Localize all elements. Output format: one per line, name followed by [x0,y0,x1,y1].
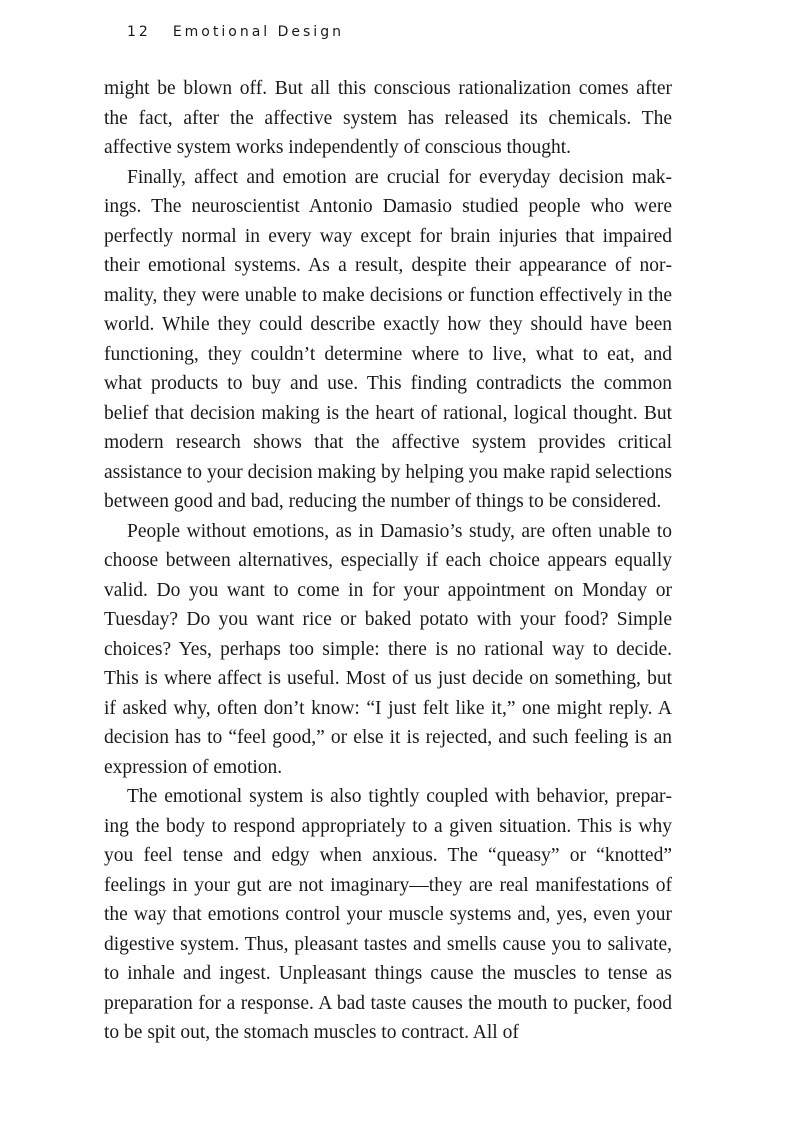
paragraph: People without emotions, as in Damasio’s study, are often unable to choose between alternatives, especially if each choice appears equally valid. Do you want to come in for your appointment on Monday or Tuesday? Do you want rice or baked potato with your food? Simple choices? Yes, perhaps too simple: there is no rational way to decide. This is where affect is useful. Most of us just decide on something, but if asked why, often don’t know: “I just felt like it,” one might reply. A decision has to “feel good,” or else it is rejected, and such feeling is an expression of emotion. [104,520,672,778]
paragraph: The emotional system is also tightly coupled with behavior, preparing the body to respond appropriately to a given situation. This is why you feel tense and edgy when anxious. The “queasy” or “knotted” feelings in your gut are not imaginary—they are real manifestations of the way that emotions control your muscle systems and, yes, even your digestive system. Thus, pleasant tastes and smells cause you to salivate, to inhale and ingest. Unpleasant things cause the muscles to tense as preparation for a response. A bad taste causes the mouth to pucker, food to be spit out, the stomach muscles to contract. All of [104,786,672,1043]
paragraph: Finally, affect and emotion are crucial for everyday decision makings. The neuroscientist Antonio Damasio studied people who were perfectly normal in every way except for brain injuries that impaired their emotional systems. As a result, despite their appearance of normality, they were unable to make decisions or function effectively in the world. While they could describe exactly how they should have been functioning, they couldn’t determine where to live, what to eat, and what products to buy and use. This finding contradicts the common belief that decision making is the heart of rational, logical thought. But modern research shows that the affective system provides critical assistance to your decision making by helping you make rapid selections between good and bad, reducing the number of things to be considered. [104,166,672,512]
paragraph: might be blown off. But all this conscious rationalization comes after the fact, after the affective system has released its chemicals. The affective system works independently of conscious thought. [104,78,672,158]
book-title: Emotional Design [172,24,344,40]
body-text [104,74,672,1048]
running-head [127,24,344,40]
page-number: 12 [127,24,151,40]
